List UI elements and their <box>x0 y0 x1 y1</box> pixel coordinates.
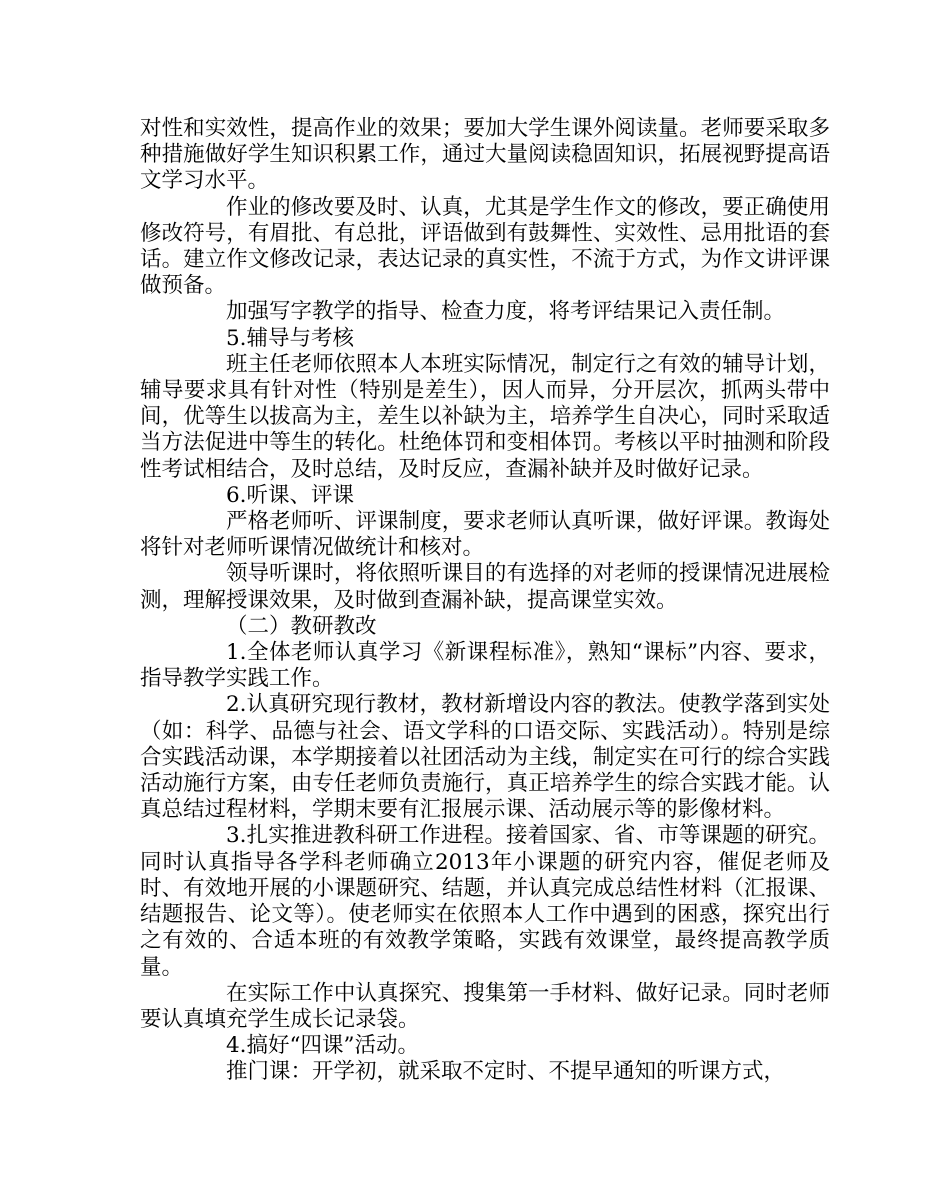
section-heading: 6.听课、评课 <box>226 482 355 508</box>
paragraph: 3.扎实推进教科研工作进程。接着国家、省、市等课题的研究。同时认真指导各学科老师确立2013年小课题的研究内容，催促老师及时、有效地开展的小课题研究、结题，并认真完成总结性材料（汇报课、结题报告、论文等）。使老师实在依照本人工作中遇到的困惑，探究出行之有效的、合适本班的有效教学策略，实践有效课堂，最终提高教学质量。 <box>140 823 830 980</box>
paragraph: 1.全体老师认真学习《新课程标准》，熟知“课标”内容、要求，指导教学实践工作。 <box>140 640 830 692</box>
paragraph: 严格老师听、评课制度，要求老师认真听课，做好评课。教诲处将针对老师听课情况做统计和核对。 <box>140 509 830 561</box>
paragraph: 对性和实效性，提高作业的效果；要加大学生课外阅读量。老师要采取多种措施做好学生知识积累工作，通过大量阅读稳固知识，拓展视野提高语文学习水平。 <box>140 116 830 194</box>
paragraph: 在实际工作中认真探究、搜集第一手材料、做好记录。同时老师要认真填充学生成长记录袋。 <box>140 980 830 1032</box>
section-heading: 5.辅导与考核 <box>226 325 355 351</box>
paragraph: 作业的修改要及时、认真，尤其是学生作文的修改，要正确使用修改符号，有眉批、有总批，评语做到有鼓舞性、实效性、忌用批语的套话。建立作文修改记录，表达记录的真实性，不流于方式，为作文讲评课做预备。 <box>140 194 830 299</box>
paragraph: 推门课：开学初，就采取不定时、不提早通知的听课方式， <box>226 1059 786 1085</box>
paragraph: 加强写字教学的指导、检查力度，将考评结果记入责任制。 <box>226 299 786 325</box>
document-body <box>140 116 830 1086</box>
paragraph: 2.认真研究现行教材，教材新增设内容的教法。使教学落到实处（如：科学、品德与社会、语文学科的口语交际、实践活动）。特别是综合实践活动课，本学期接着以社团活动为主线，制定实在可行的综合实践活动施行方案，由专任老师负责施行，真正培养学生的综合实践才能。认真总结过程材料，学期末要有汇报展示课、活动展示等的影像材料。 <box>140 692 830 823</box>
section-heading: 4.搞好“四课”活动。 <box>226 1033 419 1059</box>
section-heading: （二）教研教改 <box>226 613 377 639</box>
paragraph: 班主任老师依照本人本班实际情况，制定行之有效的辅导计划，辅导要求具有针对性（特别是差生），因人而异，分开层次，抓两头带中间，优等生以拔高为主，差生以补缺为主，培养学生自决心，同时采取适当方法促进中等生的转化。杜绝体罚和变相体罚。考核以平时抽测和阶段性考试相结合，及时总结，及时反应，查漏补缺并及时做好记录。 <box>140 351 830 482</box>
paragraph: 领导听课时，将依照听课目的有选择的对老师的授课情况进展检测，理解授课效果，及时做到查漏补缺，提高课堂实效。 <box>140 561 830 613</box>
